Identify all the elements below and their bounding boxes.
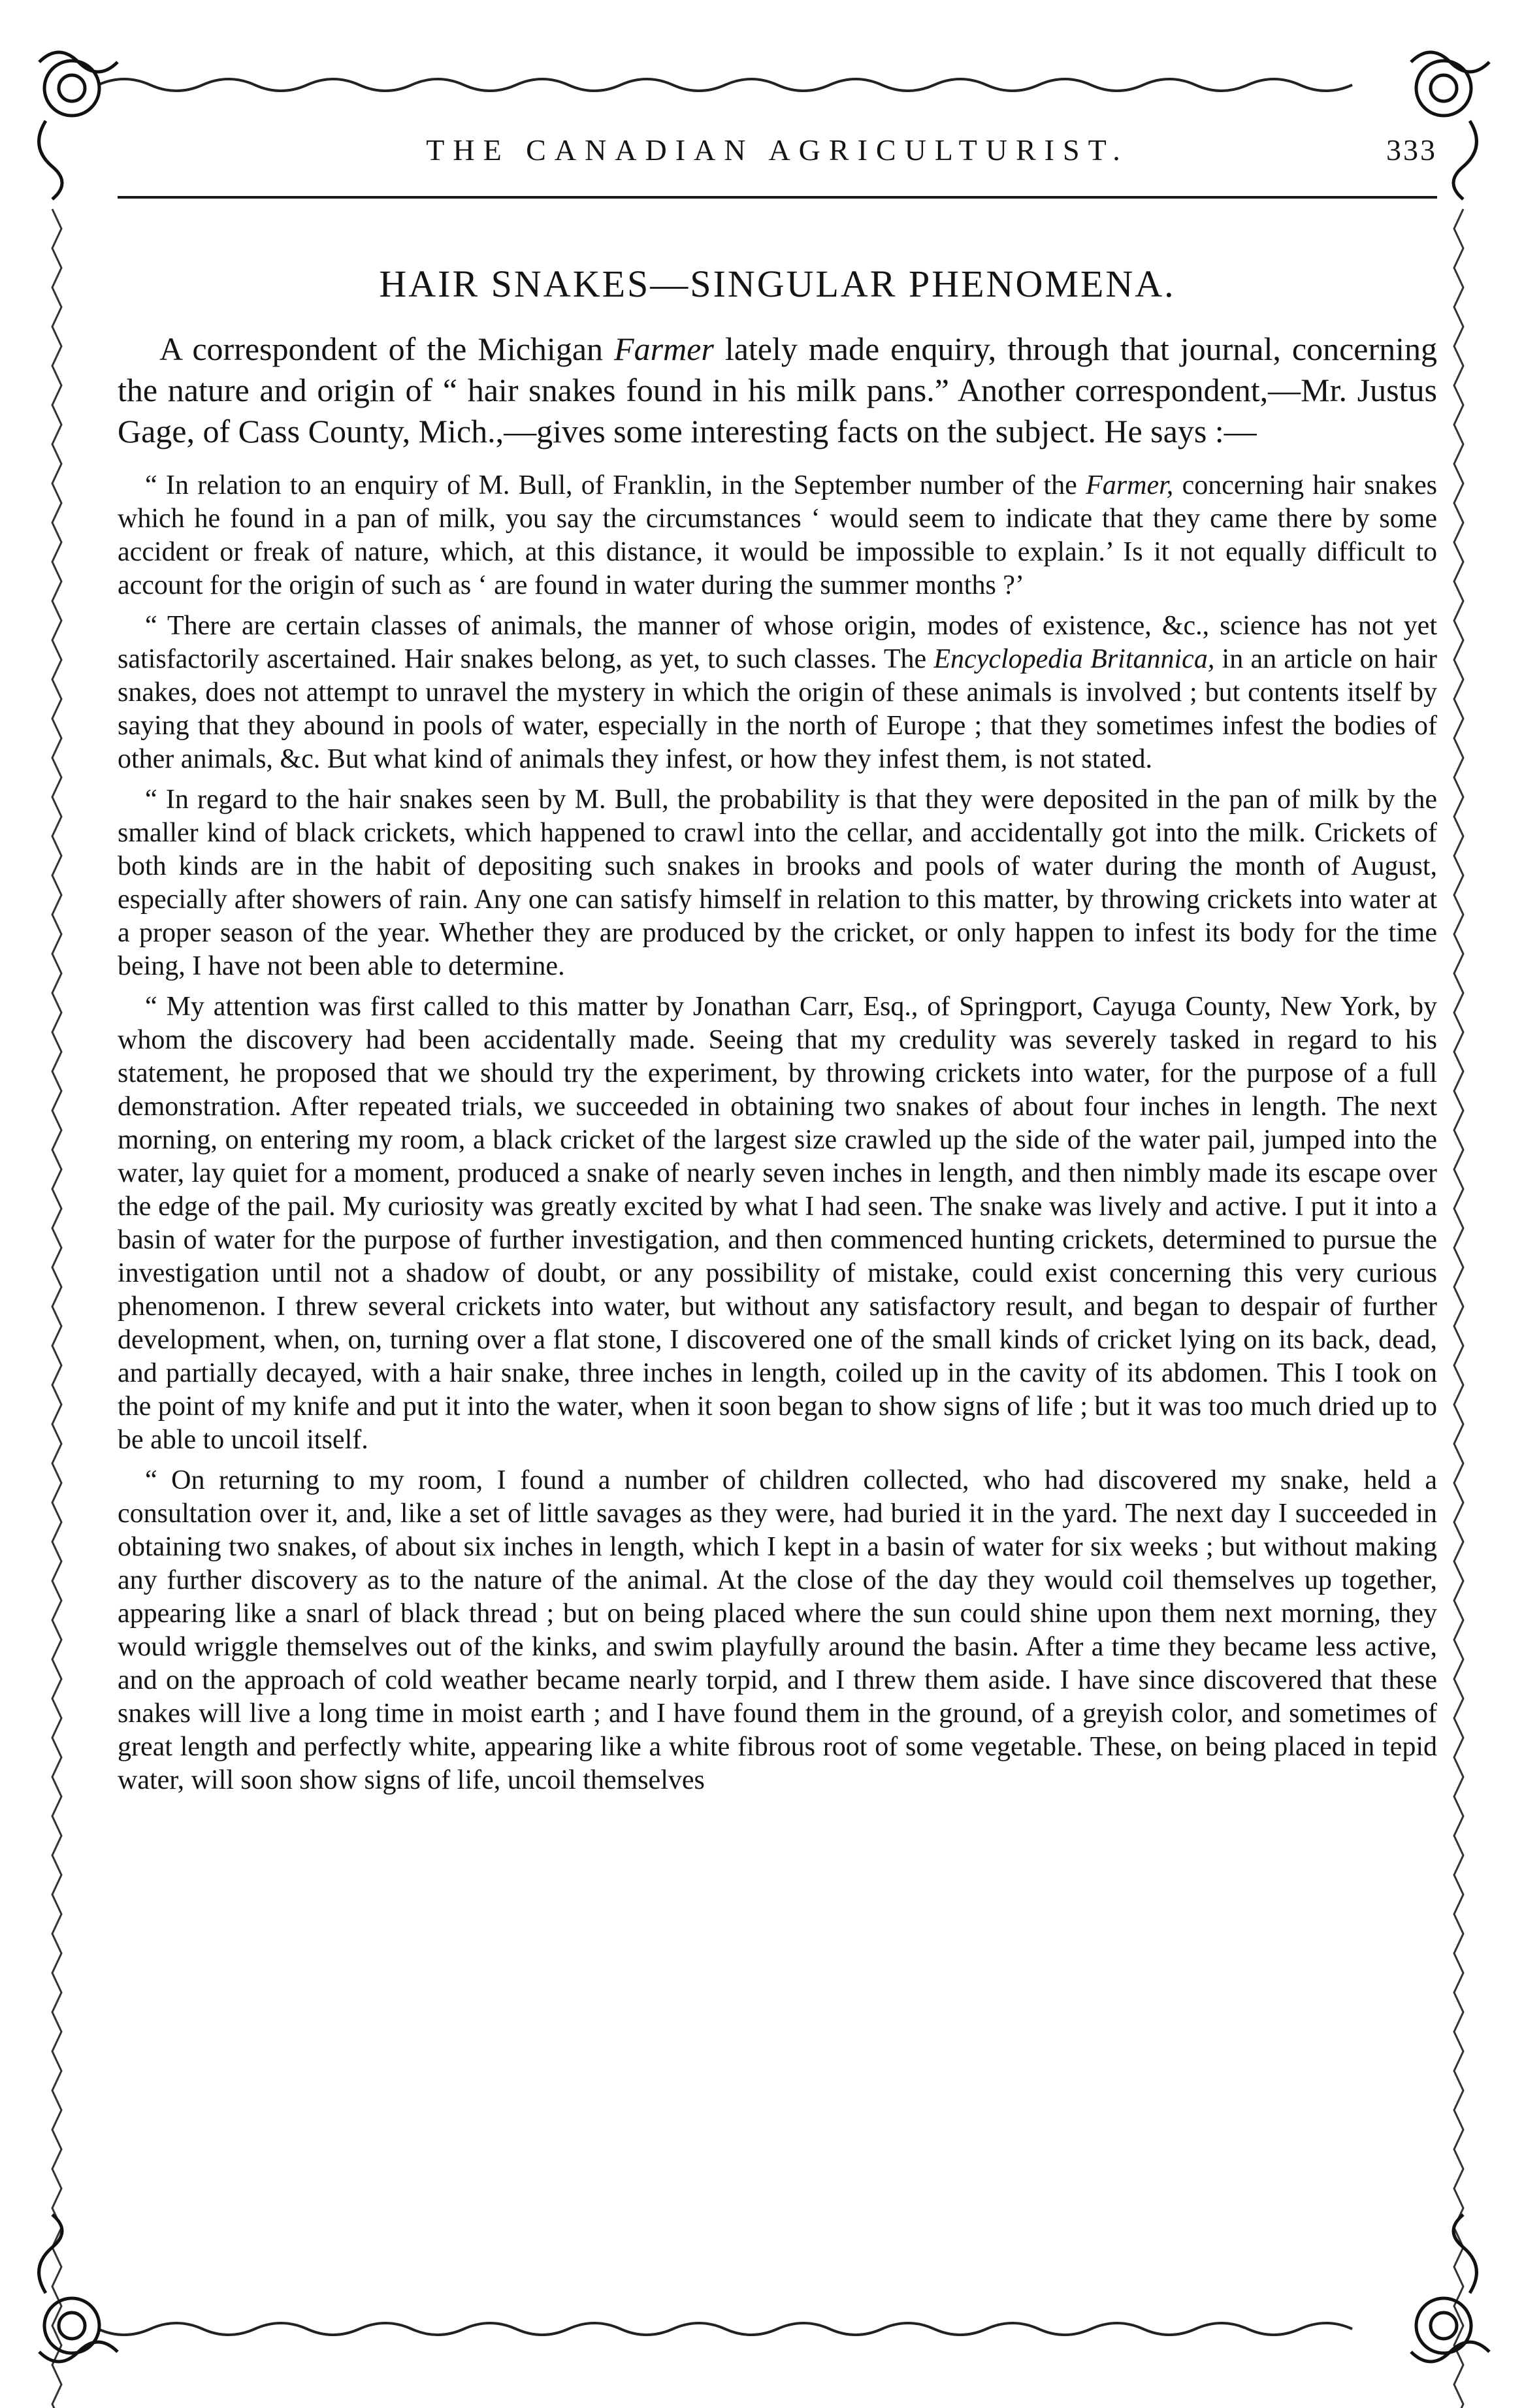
- article-title: HAIR SNAKES—SINGULAR PHENOMENA.: [379, 263, 1176, 305]
- corner-ornament-bottom-right: [1411, 2215, 1489, 2362]
- farmer-italic-quote: Farmer,: [1086, 470, 1174, 500]
- quote1-text-start: “ In relation to an enquiry of M. Bull, of Franklin, in the September number of the: [145, 470, 1086, 500]
- encyclopedia-italic: Encyclopedia Britannica,: [933, 644, 1215, 674]
- quote2-text-end: in an article on hair snakes, does not attempt to unravel the mystery in which the origin of these animals is involved ; but contents itself by saying that they abound in pools of water, especially in the north of Europe ; that they sometimes infest the bodies of other animals, &c. But what kind of animals they infest, or how they infest them, is not stated.: [118, 644, 1438, 774]
- page-number: 333: [1386, 133, 1437, 167]
- corner-ornament-bottom-left: [39, 2215, 118, 2362]
- quote-paragraph-3: “ In regard to the hair snakes seen by M. Bull, the probability is that they were deposited in the pan of milk by the smaller kind of black crickets, which happened to crawl into the cellar, and accidentally got into the milk. Crickets of both kinds are in the habit of depositing such snakes in brooks and pools of water during the month of August, especially after showers of rain. Any one can satisfy himself in relation to this matter, by throwing crickets into water at a proper season of the year. Whether they are produced by the cricket, or only happen to infest its body for the time being, I have not been able to determine.: [118, 785, 1437, 981]
- header-rule: [118, 196, 1437, 199]
- quote-paragraph-1: [118, 469, 1437, 602]
- running-head: [118, 124, 1437, 176]
- quote2-text-start: “ There are certain classes of animals, the manner of whose origin, modes of existence, &c., science has not yet satisfactorily ascertained. Hair snakes belong, as yet, to such classes. The: [118, 611, 1437, 674]
- corner-ornament-top-left: [39, 52, 118, 199]
- intro-text-end: lately made enquiry, through that journal, concerning the nature and origin of “ hair snakes found in his milk pans.” Another correspondent,—Mr. Justus Gage, of Cass County, Mich.,—gives some interesting facts on the subject. He says :—: [118, 331, 1438, 449]
- quote-paragraph-4: “ My attention was first called to this matter by Jonathan Carr, Esq., of Springport, Cayuga County, New York, by whom the discovery had been accidentally made. Seeing that my credulity was severely tasked in regard to his statement, he proposed that we should try the experiment, by throwing crickets into water, for the purpose of a full demonstration. After repeated trials, we succeeded in obtaining two snakes of about four inches in length. The next morning, on entering my room, a black cricket of the largest size crawled up the side of the water pail, jumped into the water, lay quiet for a moment, produced a snake of nearly seven inches in length, and then nimbly made its escape over the edge of the pail. My curiosity was greatly excited by what I had seen. The snake was lively and active. I put it into a basin of water for the purpose of further investigation, and then commenced hunting crickets, determined to pursue the investigation until not a shadow of doubt, or any possibility of mistake, could exist concerning this very curious phenomenon. I threw several crickets into water, but without any satisfactory result, and began to despair of further development, when, on, turning over a flat stone, I discovered one of the small kinds of cricket lying on its back, dead, and partially decayed, with a hair snake, three inches in length, coiled up in the cavity of its abdomen. This I took on the point of my knife and put it into the water, when it soon began to show signs of life ; but it was too much dried up to be able to uncoil itself.: [118, 992, 1437, 1455]
- quoted-letter: [118, 469, 1437, 1797]
- quote1-text-end: concerning hair snakes which he found in a pan of milk, you say the circumstances ‘ would seem to indicate that they came there by some accident or freak of nature, which, at this distance, it would be impossible to explain.’ Is it not equally difficult to account for the origin of such as ‘ are found in water during the summer months ?’: [118, 470, 1437, 600]
- farmer-italic: Farmer: [614, 331, 714, 367]
- intro-text-start: A correspondent of the Michigan: [159, 331, 615, 367]
- journal-title: THE CANADIAN AGRICULTURIST.: [426, 133, 1129, 167]
- article: [118, 258, 1437, 1804]
- quote-paragraph-2: [118, 610, 1437, 776]
- quote-paragraph-5: “ On returning to my room, I found a number of children collected, who had discovered my snake, held a consultation over it, and, like a set of little savages as they were, had buried it in the yard. The next day I succeeded in obtaining two snakes, of about six inches in length, which I kept in a basin of water for six weeks ; but without making any further discovery as to the nature of the animal. At the close of the day they would coil themselves up together, appearing like a snarl of black thread ; but on being placed where the sun could shine upon them next morning, they would wriggle themselves out of the kinks, and swim playfully around the basin. After a time they became less active, and on the approach of cold weather became nearly torpid, and I threw them aside. I have since discovered that these snakes will live a long time in moist earth ; and I have found them in the ground, of a greyish color, and sometimes of great length and perfectly white, appearing like a white fibrous root of some vegetable. These, on being placed in tepid water, will soon show signs of life, uncoil themselves: [118, 1465, 1437, 1795]
- intro-paragraph: [118, 329, 1437, 452]
